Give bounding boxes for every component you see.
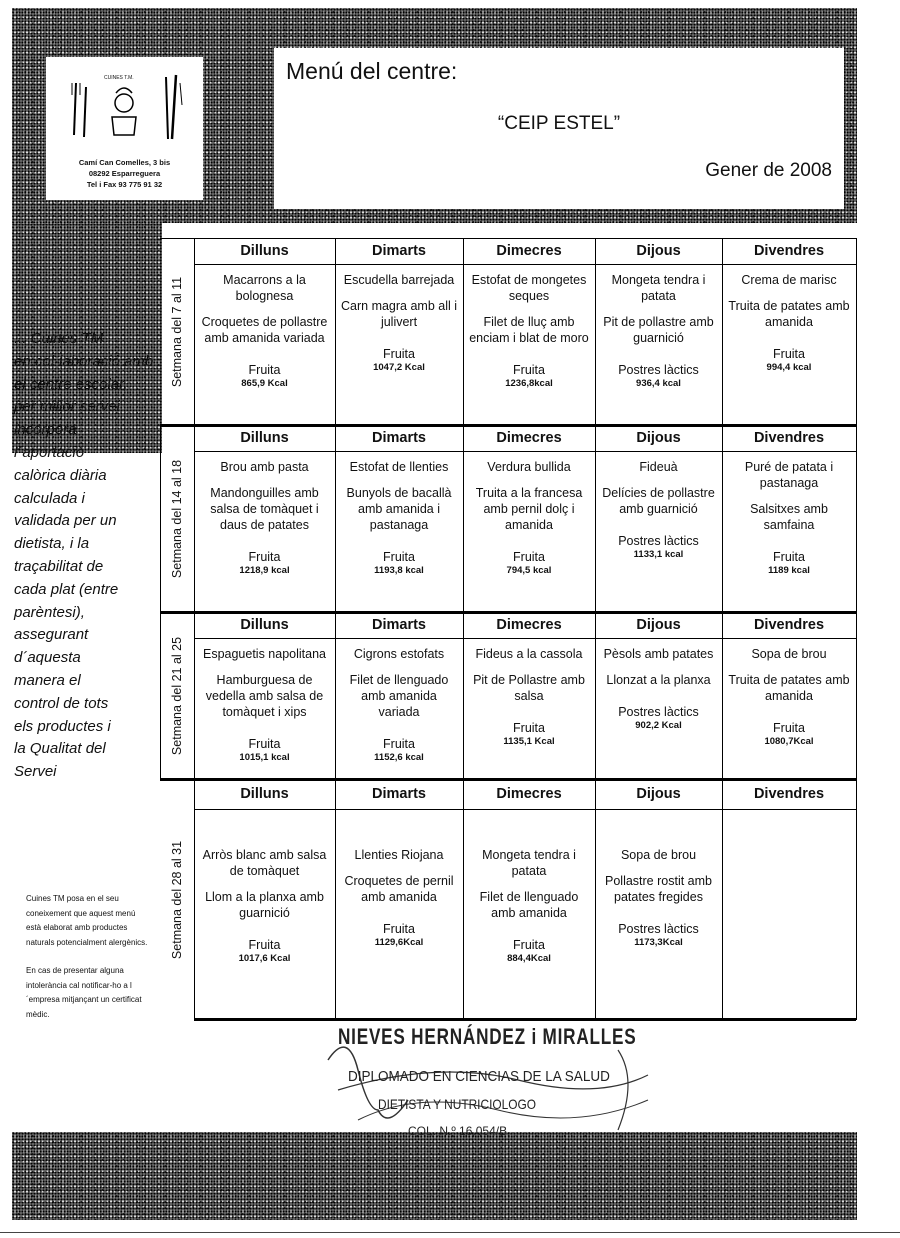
menu-cell [341, 646, 457, 763]
calories: 865,9 Kcal [241, 378, 288, 389]
second-course: Pollastre rostit amb patates fregides [605, 874, 712, 904]
menu-cell [341, 459, 457, 576]
first-course: Sopa de brou [620, 848, 697, 862]
day-header: Divendres [753, 430, 825, 446]
day-header: Dimecres [496, 617, 562, 633]
side-text-line: d´aquesta [14, 649, 81, 667]
second-course: Bunyols de bacallà amb amanida i pastanaga [346, 486, 452, 532]
dessert: Fruita [513, 938, 545, 952]
side-text-line: traçabilitat de [14, 557, 104, 575]
logo-brand: CUINES T.M. [104, 75, 134, 81]
side-text-line: assegurant [14, 626, 89, 644]
menu-table [160, 238, 856, 1020]
dessert: Fruita [773, 550, 805, 564]
calories: 794,5 kcal [506, 565, 552, 576]
week-label [160, 612, 194, 779]
menu-cell [469, 847, 589, 964]
second-course: Truita a la francesa amb pernil dolç i amanida [475, 486, 583, 532]
side-text-line: calculada i [14, 489, 85, 507]
menu-cell [469, 459, 589, 576]
day-header: Dimarts [372, 430, 426, 446]
week-label [160, 779, 194, 1020]
dessert: Fruita [513, 363, 545, 377]
dessert: Fruita [248, 363, 281, 377]
first-course: Sopa de brou [751, 647, 827, 661]
week-label-text: Setmana del 7 al 11 [170, 276, 185, 387]
day-header: Dijous [636, 786, 681, 802]
second-course: Filet de lluç amb enciam i blat de moro [469, 315, 589, 345]
menu-cell [200, 847, 329, 964]
second-course: Carn magra amb all i julivert [341, 299, 458, 329]
side-info-text [14, 328, 156, 784]
first-course: Estofat de mongetes seques [471, 273, 587, 303]
side-text-line: el centre escolar, [14, 375, 128, 393]
second-course: Mandonguilles amb salsa de tomàquet i daus de patates [210, 486, 319, 532]
first-course: Estofat de llenties [349, 460, 449, 474]
company-logo [46, 57, 203, 200]
week-label [160, 425, 194, 612]
side-text-line: validada per un [14, 512, 117, 530]
second-course: Filet de llenguado amb amanida [479, 890, 579, 920]
menu-cell [728, 459, 850, 576]
week-label-text: Setmana del 14 al 18 [170, 459, 185, 578]
second-course: Salsitxes amb samfaina [750, 502, 828, 532]
scan-noise-bottom [12, 1132, 857, 1220]
first-course: Mongeta tendra i patata [611, 273, 706, 303]
dessert: Postres làctics [618, 534, 699, 548]
day-header: Dilluns [240, 430, 289, 446]
day-header: Dilluns [240, 786, 289, 802]
day-header: Dilluns [240, 243, 289, 259]
dessert: Fruita [383, 550, 415, 564]
address-line-2: 08292 Esparreguera [88, 169, 161, 178]
school-name: “CEIP ESTEL” [497, 113, 621, 134]
first-course: Arròs blanc amb salsa de tomàquet [202, 848, 327, 878]
menu-cell [341, 272, 457, 373]
day-header: Divendres [753, 617, 825, 633]
calories: 1015,1 kcal [239, 752, 290, 763]
dietitian-title: DIPLOMADO EN CIENCIAS DE LA SALUD [348, 1068, 610, 1085]
menu-cell [728, 272, 850, 373]
week-label-text: Setmana del 28 al 31 [170, 840, 185, 959]
day-header: Dijous [636, 430, 681, 446]
day-header: Dimecres [496, 430, 562, 446]
day-header: Dimecres [496, 243, 562, 259]
day-header: Divendres [753, 786, 825, 802]
first-course: Llenties Riojana [354, 848, 444, 862]
second-course: Croquetes de pollastre amb amanida variada [201, 315, 328, 345]
first-course: Cigrons estofats [353, 647, 445, 661]
dessert: Fruita [248, 938, 281, 952]
first-course: Brou amb pasta [220, 460, 309, 474]
day-header-rule [194, 809, 856, 810]
calories: 884,4Kcal [507, 953, 551, 964]
menu-month: Gener de 2008 [705, 160, 832, 181]
first-course: Fideuà [639, 460, 678, 474]
allergen-notes [26, 892, 151, 1036]
side-text-line: Servei [14, 763, 57, 781]
second-course: Truita de patates amb amanida [728, 673, 850, 703]
dessert: Postres làctics [618, 705, 699, 719]
side-text-line: en col·laboració amb [14, 352, 154, 370]
calories: 1047,2 Kcal [373, 362, 425, 373]
dessert: Postres làctics [618, 922, 699, 936]
menu-cell [601, 847, 716, 948]
second-course: Delícies de pollastre amb guarnició [602, 486, 715, 516]
page-edge-line [0, 1232, 900, 1233]
dessert: Fruita [513, 721, 545, 735]
dessert: Fruita [513, 550, 545, 564]
dessert: Fruita [773, 721, 805, 735]
side-text-line: l´aportació [14, 443, 85, 461]
second-course: Llonzat a la planxa [606, 673, 711, 687]
dessert: Fruita [383, 347, 415, 361]
calories: 902,2 Kcal [635, 720, 682, 731]
menu-cell [200, 646, 329, 763]
calories: 1017,6 Kcal [238, 953, 291, 964]
grid-vline [856, 238, 857, 1020]
calories: 1129,6Kcal [374, 937, 424, 948]
first-course: Fideus a la cassola [475, 647, 583, 661]
day-header: Divendres [753, 243, 825, 259]
calories: 936,4 kcal [636, 378, 681, 389]
day-header: Dijous [636, 243, 681, 259]
first-course: Espaguetis napolitana [202, 647, 326, 661]
dietitian-name: NIEVES HERNÁNDEZ i MIRALLES [338, 1024, 637, 1049]
menu-cell [200, 272, 329, 389]
side-text-line: incorpora [14, 421, 77, 439]
calories: 1189 kcal [768, 565, 810, 576]
side-text-line: dietista, i la [14, 535, 90, 553]
day-header-rule [194, 638, 856, 639]
calories: 1135,1 Kcal [503, 736, 555, 747]
first-course: Crema de marisc [741, 273, 837, 287]
first-course: Puré de patata i pastanaga [744, 460, 834, 490]
side-text-line: parèntesi), [14, 603, 85, 621]
menu-cell [601, 272, 716, 389]
dietitian-stamp [318, 1020, 658, 1140]
side-text-line: manera el [14, 671, 81, 689]
first-course: Mongeta tendra i patata [482, 848, 576, 878]
calories: 1152,6 kcal [374, 752, 424, 763]
calories: 1133,1 kcal [633, 549, 684, 560]
dietitian-registration: COL. N.º 16.054/B [408, 1124, 508, 1138]
second-course: Llom a la planxa amb guarnició [205, 890, 324, 920]
calories: 1173,3Kcal [634, 937, 683, 948]
dietitian-subtitle: DIETISTA Y NUTRICIOLOGO [378, 1096, 537, 1112]
week-label-text: Setmana del 21 al 25 [170, 636, 185, 755]
dessert: Fruita [773, 347, 805, 361]
menu-cell [601, 646, 716, 731]
address-line-3: Tel i Fax 93 775 91 32 [86, 180, 163, 189]
menu-cell [728, 646, 850, 747]
menu-cell [469, 272, 589, 389]
title-box [274, 48, 844, 209]
second-course: Pit de Pollastre amb salsa [473, 673, 585, 703]
dessert: Fruita [248, 737, 281, 751]
day-header: Dimarts [372, 617, 426, 633]
address-line-1: Camí Can Comelles, 3 bis [78, 158, 171, 167]
second-course: Pit de pollastre amb guarnició [603, 315, 714, 345]
day-header: Dimecres [496, 786, 562, 802]
calories: 994,4 kcal [766, 362, 812, 373]
allergen-note: Cuines TM posa en el seu coneixement que aquest menú està elaborat amb productes naturals potencialment alergènics. [26, 894, 148, 947]
second-course: Hamburguesa de vedella amb salsa de tomàquet i xips [205, 673, 324, 719]
dessert: Fruita [383, 922, 415, 936]
side-text-line: cada plat (entre [14, 580, 119, 598]
side-text-line: ... Cuines TM [14, 330, 104, 347]
first-course: Escudella barrejada [343, 273, 455, 287]
day-header: Dimarts [372, 243, 426, 259]
day-header-rule [194, 451, 856, 452]
dessert: Fruita [248, 550, 281, 564]
week-label [160, 238, 194, 425]
day-header-rule [194, 264, 856, 265]
side-text-line: calòrica diària [14, 466, 107, 484]
menu-cell [728, 847, 850, 863]
first-course: Verdura bullida [487, 460, 571, 474]
menu-cell [469, 646, 589, 747]
calories: 1218,9 kcal [239, 565, 290, 576]
first-course: Pèsols amb patates [603, 647, 714, 661]
side-text-line: per millor servei [14, 398, 120, 416]
calories: 1080,7Kcal [764, 736, 814, 747]
side-text-line: els productes i [14, 717, 111, 735]
day-header: Dimarts [372, 786, 426, 802]
menu-cell [200, 459, 329, 576]
second-course: Truita de patates amb amanida [728, 299, 850, 329]
day-header: Dilluns [240, 617, 289, 633]
menu-cell [341, 847, 457, 948]
side-text-line: la Qualitat del [14, 740, 106, 758]
second-course: Filet de llenguado amb amanida variada [349, 673, 449, 719]
menu-cell [601, 459, 716, 560]
day-header: Dijous [636, 617, 681, 633]
calories: 1193,8 kcal [374, 565, 424, 576]
intolerance-note: En cas de presentar alguna intolerància cal notificar-ho a l´empresa mitjançant un certificat mèdic. [26, 966, 142, 1019]
second-course: Croquetes de pernil amb amanida [344, 874, 454, 904]
page-title: Menú del centre: [286, 58, 458, 84]
dessert: Postres làctics [618, 363, 699, 377]
side-text-line: control de tots [14, 694, 109, 712]
first-course: Macarrons a la bolognesa [223, 273, 306, 303]
dessert: Fruita [383, 737, 415, 751]
calories: 1236,8kcal [505, 378, 553, 389]
